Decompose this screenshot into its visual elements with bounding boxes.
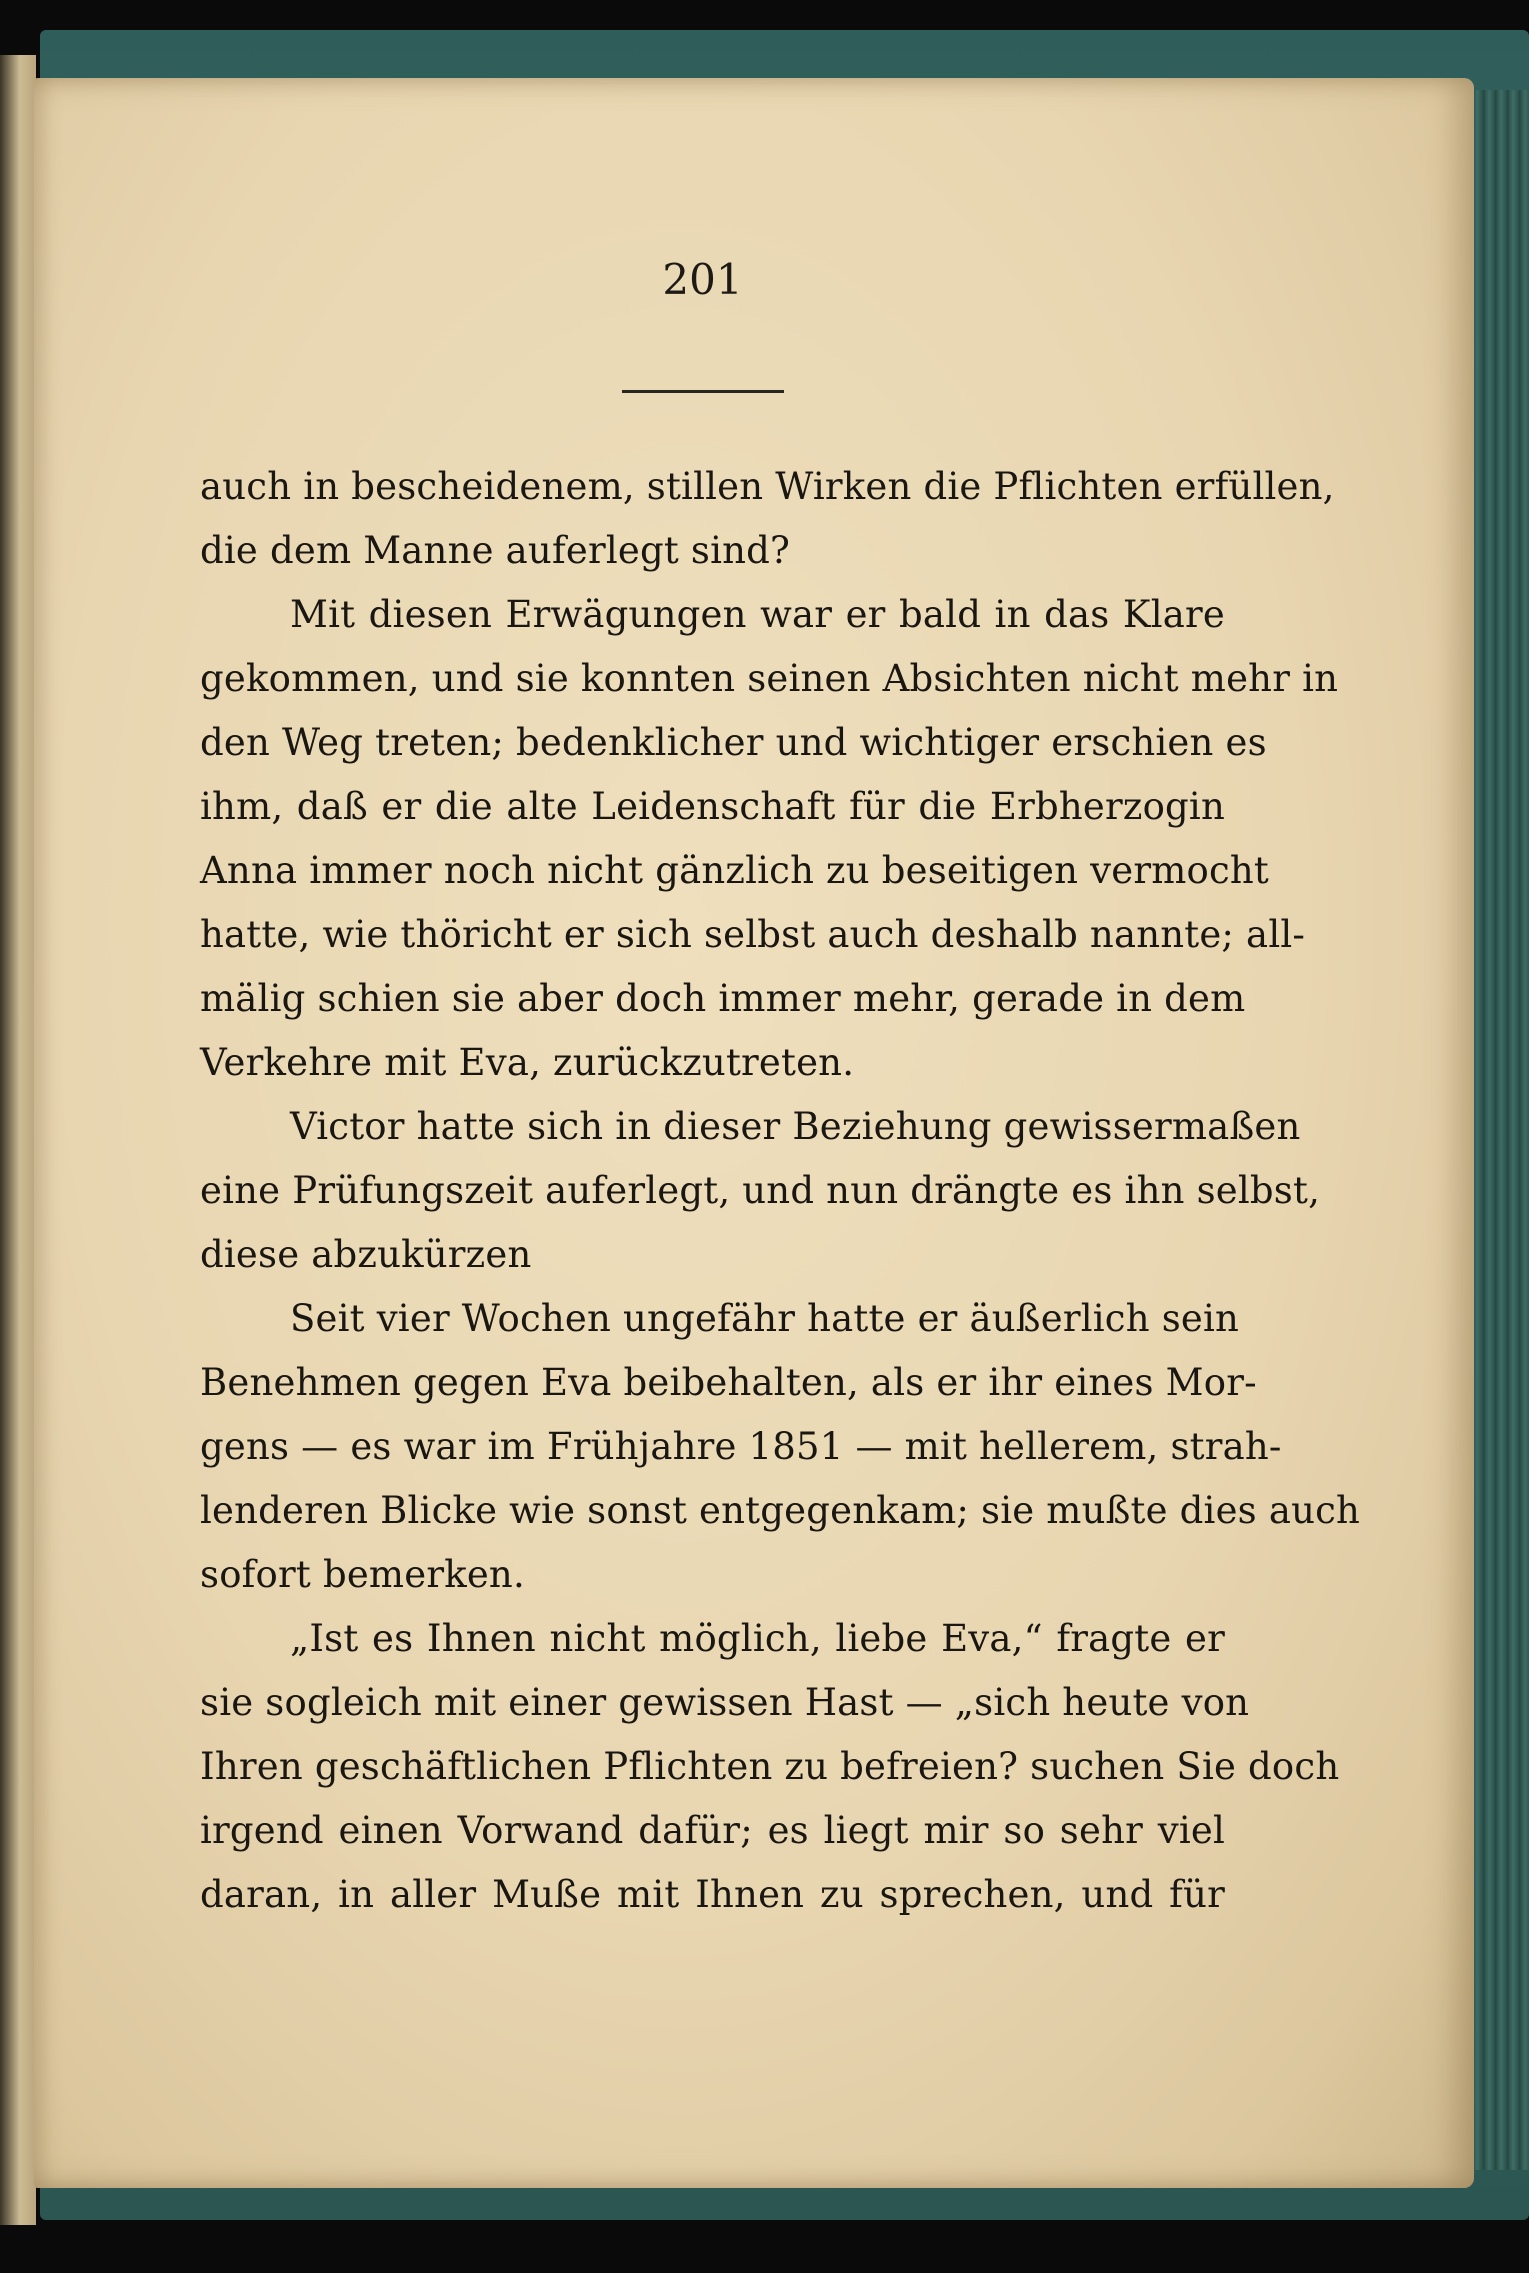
text-line: Ihren geschäftlichen Pflichten zu befreien? suchen Sie doch (200, 1745, 1340, 1788)
text-line: Verkehre mit Eva, zurückzutreten. (200, 1041, 855, 1084)
page-number: 201 (662, 255, 743, 304)
previous-page-edge (0, 55, 36, 2225)
text-line: Victor hatte sich in dieser Beziehung gewissermaßen (290, 1105, 1301, 1148)
text-line: auch in bescheidenem, stillen Wirken die Pflichten erfüllen, (200, 465, 1335, 508)
text-line: „Ist es Ihnen nicht möglich, liebe Eva,“ fragte er (290, 1617, 1225, 1660)
text-line: Seit vier Wochen ungefähr hatte er äußerlich sein (290, 1297, 1240, 1340)
text-line: Mit diesen Erwägungen war er bald in das Klare (290, 593, 1225, 636)
text-line: gens — es war im Frühjahre 1851 — mit hellerem, strah- (200, 1425, 1282, 1468)
text-line: diese abzukürzen (200, 1233, 532, 1276)
text-line: daran, in aller Muße mit Ihnen zu sprechen, und für (200, 1873, 1225, 1916)
text-line: den Weg treten; bedenklicher und wichtiger erschien es (200, 721, 1267, 764)
text-line: mälig schien sie aber doch immer mehr, gerade in dem (200, 977, 1246, 1020)
text-line: Benehmen gegen Eva beibehalten, als er ihr eines Mor- (200, 1361, 1257, 1404)
body-text (200, 455, 1361, 1927)
text-line: eine Prüfungszeit auferlegt, und nun drängte es ihn selbst, (200, 1169, 1321, 1212)
text-line: sie sogleich mit einer gewissen Hast — „sich heute von (200, 1681, 1250, 1724)
text-line: lenderen Blicke wie sonst entgegenkam; sie mußte dies auch (200, 1489, 1361, 1532)
text-line: Anna immer noch nicht gänzlich zu beseitigen vermocht (200, 849, 1269, 892)
text-line: irgend einen Vorwand dafür; es liegt mir so sehr viel (200, 1809, 1225, 1852)
text-line: hatte, wie thöricht er sich selbst auch deshalb nannte; all- (200, 913, 1306, 956)
text-line: sofort bemerken. (200, 1553, 525, 1596)
text-line: die dem Manne auferlegt sind? (200, 529, 791, 572)
page-number-rule (622, 390, 784, 393)
text-line: ihm, daß er die alte Leidenschaft für die Erbherzogin (200, 785, 1225, 828)
text-line: gekommen, und sie konnten seinen Absichten nicht mehr in (200, 657, 1339, 700)
